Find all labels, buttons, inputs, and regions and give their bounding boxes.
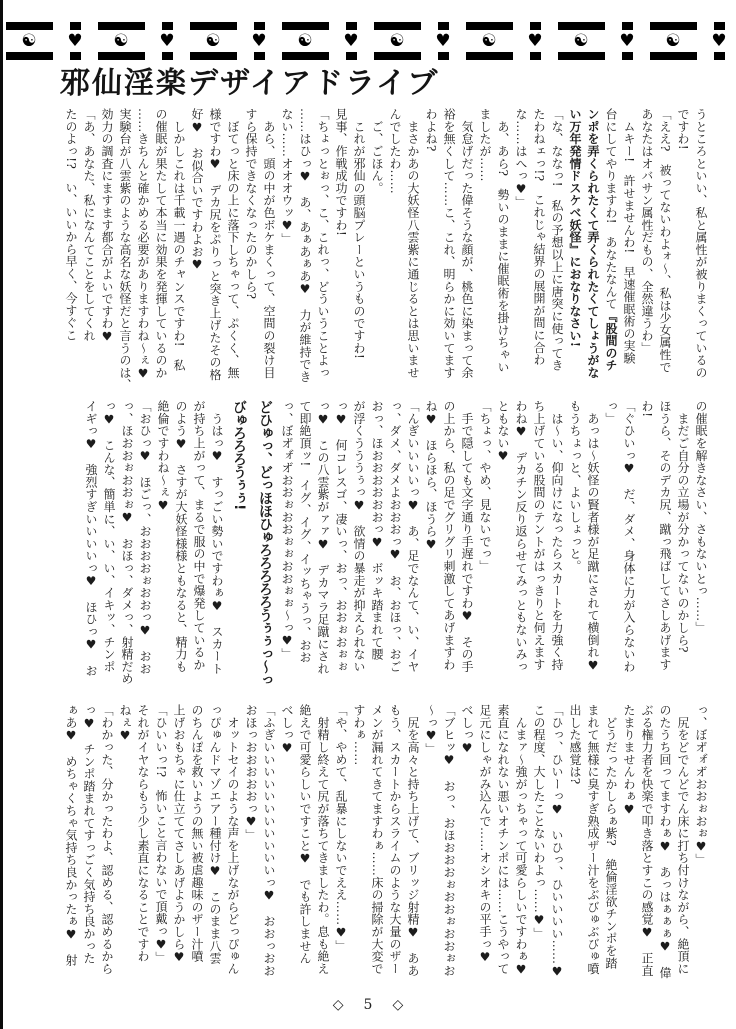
text-block-1	[62, 108, 710, 404]
text-column: い万年発情ドスケベ妖怪』におなりなさい!	[568, 108, 582, 348]
border-dash	[558, 52, 605, 60]
text-column: っ、ほおおぉおおぉ♥ おほっ、ダメっ、射精だめ	[120, 400, 134, 685]
border-dash	[190, 22, 237, 30]
text-column: 「ちょっとぉっ、こ、これっ、どういうことよっ	[316, 108, 330, 379]
border-dash	[650, 22, 697, 30]
heart-icon: ♥	[251, 31, 267, 51]
text-column: 見事、作戦成功ですわ!	[334, 108, 348, 237]
text-column: 「あ、あなた、私になんてことをしてくれ	[82, 108, 96, 342]
text-column: 尻を高々と持ち上げて、ブリッジ射精♥ ああ	[406, 704, 420, 977]
text-column: 〜っ♥」	[424, 704, 438, 756]
text-column: ねぇ♥	[118, 704, 132, 743]
border-dash	[162, 22, 173, 30]
text-column: おっ、ほおおおおおおっ♥ ボッキ踏まれて腰	[370, 400, 384, 661]
diamond-left-icon: ◇	[332, 997, 344, 1013]
text-column: のたうち回ってますわぁ♥ あっはぁぁぁ♥ 偉	[658, 704, 672, 979]
text-column: が持ち上がって、まるで服の中で爆発しているか	[192, 400, 206, 671]
text-column: のちんぽを救いようの無い被虐趣味のザー汁噴	[190, 704, 204, 963]
text-column: すわぁ……	[352, 704, 366, 766]
text-column: 「や、やめて、乱暴にしないでええ……♥」	[334, 704, 348, 952]
heart-icon: ♥	[711, 31, 727, 51]
text-column: 素直になれない悪いオチンポには……こうやって	[496, 704, 510, 975]
border-dash	[622, 22, 633, 30]
text-column: っ、ぼオ゙ォ゙オ゙おおぉおおぉぉおおぉぉ〜っ♥」	[280, 400, 294, 661]
text-column: あなたはオバサン属性だもの、全然違うわ」	[640, 108, 654, 354]
yin-yang-icon: ☯	[113, 31, 129, 51]
border-unit	[242, 22, 276, 60]
text-column: っぴゅんドマゾエアー種付け♥ このまま八雲	[208, 704, 222, 965]
text-column: わよね?	[424, 108, 438, 152]
text-column: 効力の調査にますます都合がよいですわ♥	[100, 108, 114, 344]
text-column: べしっ♥	[460, 704, 474, 756]
text-column: もう、スカートからスライムのような大量のザー	[388, 704, 402, 975]
border-dash	[374, 22, 421, 30]
text-column: ほうら、そのデカ尻、蹴っ飛ばしてさしあげます	[658, 400, 672, 671]
border-dash	[714, 22, 725, 30]
text-column: 尻をどでんどでん床に打ち付けながら、絶頂に	[676, 704, 690, 975]
text-column: どひゅっ、どっほほひゅろろろろろうぅぅっ〜っ	[257, 400, 273, 686]
border-dash	[98, 22, 145, 30]
border-unit	[150, 22, 184, 60]
border-dash	[282, 22, 329, 30]
text-column: っ♥ こんな、簡単に、い、い、イキッ、チンポ	[102, 400, 116, 673]
text-column: 裕を無くして……こ、これ、明らかに効いてます	[442, 108, 456, 379]
heart-icon: ♥	[435, 31, 451, 51]
border-dash	[466, 22, 513, 30]
text-column: ぁあ♥ めちゃくちゃ気持ち良かったぁ♥ 射	[64, 704, 78, 967]
border-unit	[184, 22, 242, 60]
text-column: イギっ♥ 強烈すぎいいいいっ♥ ほひっ♥ お	[84, 400, 98, 677]
border-dash	[530, 22, 541, 30]
text-column: 好♥ お似合いですわよお♥	[190, 108, 204, 272]
text-column: もうちょっと、よいしょっと。	[568, 400, 582, 573]
yin-yang-icon: ☯	[481, 31, 497, 51]
border-unit	[276, 22, 334, 60]
border-unit	[334, 22, 368, 60]
yin-yang-icon: ☯	[297, 31, 313, 51]
text-column: 実験台が八雲紫のような高名な妖怪だと言うのは、	[118, 108, 132, 391]
text-column: ぼてっと床の上に落下しちゃって、ぷくく、無	[226, 108, 240, 379]
text-column: の催眠を解きなさい、さもないとっ……」	[694, 400, 708, 634]
text-column: どうだったかしらぁ紫? 絶倫淫欲チンポを踏	[604, 704, 618, 970]
text-column: 「な、ななっ! 私の予想以上に唐突に使ってき	[550, 108, 564, 372]
text-column: っ♥ この八雲紫がァァ♥ デカマラ足蹴にされ	[316, 400, 330, 675]
border-unit	[552, 22, 610, 60]
text-column: しかしこれは千載一遇のチャンスですわ! 私	[172, 108, 186, 372]
text-column: うところといい、私と属性が被りまくっているの	[694, 108, 708, 379]
yin-yang-icon: ☯	[389, 31, 405, 51]
text-column: 「ひいいっ!? 怖いこと言わないで頂戴っ♥」	[154, 704, 168, 964]
text-column: この程度、大したことないわよっ……♥」	[532, 704, 546, 940]
page-edge-line	[0, 0, 3, 1029]
text-column: っ♥ 何コレスゴ、凄いっ、おっ、おおぉおぉぉ	[334, 400, 348, 673]
text-column: あら、頭の中が色ボケまくって、空間の裂け目	[262, 108, 276, 379]
text-column: オットセイのような声を上げながらどっぴゅん	[226, 704, 240, 975]
text-column: 台にしてやりますわ! あなたなんて『股間のチ	[604, 108, 618, 372]
heart-icon: ♥	[159, 31, 175, 51]
text-column: ともない♥	[496, 400, 510, 464]
page-title: 邪仙淫楽デザイアドライブ	[59, 66, 440, 101]
text-column: 上げおもちゃに仕立ててさしあげようかしら♥	[172, 704, 186, 965]
text-column: おほっおおおおおっ♥」	[244, 704, 258, 842]
yin-yang-icon: ☯	[21, 31, 37, 51]
text-column: すら保持できなくなったのかしら?	[244, 108, 258, 300]
page-number	[0, 997, 736, 1013]
text-column: 「んぎいいいいっ♥ あ、足でなんて、い、イヤ	[406, 400, 420, 673]
text-column: これが邪仙の頭脳プレーというものですわ!	[352, 108, 366, 360]
border-dash	[714, 52, 725, 60]
text-column: 手で隠しても文字通り手遅れですわ♥ その手	[460, 400, 474, 673]
text-column: 「ぐひいっ♥ だ、ダメ、身体に力が入らないわ	[622, 400, 636, 673]
border-unit	[610, 22, 644, 60]
text-block-2	[62, 400, 710, 696]
border-dash	[346, 22, 357, 30]
text-block-3	[62, 704, 710, 1000]
border-dash	[558, 22, 605, 30]
text-column: ンポを弄くられたくて弄くられたくてしょうがな	[586, 108, 600, 379]
text-column: まさかあの大妖怪八雲紫に通じるとは思いませ	[406, 108, 420, 379]
text-column: ぶる権力者を快楽で叩き落とすこの感覚♥ 正直	[640, 704, 654, 977]
border-dash	[6, 22, 53, 30]
border-dash	[70, 22, 81, 30]
border-unit	[426, 22, 460, 60]
border-unit	[460, 22, 518, 60]
top-border	[0, 22, 736, 60]
text-column: ですわ!	[676, 108, 690, 151]
text-column: あ、あら? 勢いのままに催眠術を掛けちゃい	[496, 108, 510, 374]
text-column: んでしたわ……	[388, 108, 402, 195]
border-dash	[438, 22, 449, 30]
text-column: 「ええ? 被ってないわよォ〜、私は少女属性で	[658, 108, 672, 374]
border-unit	[702, 22, 736, 60]
text-column: が浮くうううぅっ♥ 欲情の暴走が抑えられない	[352, 400, 366, 673]
heart-icon: ♥	[619, 31, 635, 51]
text-column: っ、ぼオ゙ォ゙オ゙おおぉおぉ♥」	[694, 704, 708, 866]
text-column: 足元にしゃがみ込んで……オシオキの平手っ♥	[478, 704, 492, 965]
text-column: っ、ダメ、ダメよおおおっ♥ お、おほっ、おご	[388, 400, 402, 673]
text-column: 出した感覚は?	[568, 704, 582, 785]
text-column: 「ふぎいいいいいいいいいいいっ♥ おおっおお	[262, 704, 276, 977]
text-column: ムキー! 許せませんわ! 早速催眠術の実験	[622, 108, 636, 365]
border-dash	[254, 22, 265, 30]
text-column: 気怠げだった偉そうな顔が、桃色に染まって余	[460, 108, 474, 379]
text-column: っ」	[604, 400, 618, 425]
text-column: 「おひっ♥ ほごっ、おおおおぉおおっ♥ おお	[138, 400, 152, 675]
text-column: あっは〜妖怪の賢者様が足蹴にされて横倒れ♥	[586, 400, 600, 673]
border-unit	[58, 22, 92, 60]
border-unit	[92, 22, 150, 60]
text-column: べしっ♥	[280, 704, 294, 756]
text-column: ね♥ ほらほら、ほうら♥	[424, 400, 438, 552]
yin-yang-icon: ☯	[573, 31, 589, 51]
text-column: わ!	[640, 400, 654, 418]
text-column: っ♥ チンポ踏まれてすっごく気持ち良かった	[82, 704, 96, 965]
text-column: 「わかった、分かったわよ、認める、認めるから	[100, 704, 114, 975]
text-column: は〜い、仰向けになったらスカートを力強く持	[550, 400, 564, 671]
heart-icon: ♥	[67, 31, 83, 51]
border-unit	[0, 22, 58, 60]
text-column: たまりませんわぁ♥	[622, 704, 636, 817]
border-dash	[650, 52, 697, 60]
text-column: たのよっ!? い、いいから早く、今すぐこ	[64, 108, 78, 342]
border-unit	[518, 22, 552, 60]
text-column: のよう♥ さすが大妖怪様様ともなると、精力も	[174, 400, 188, 673]
border-dash	[530, 52, 541, 60]
text-column: ない……オオオウッ♥」	[280, 108, 294, 246]
text-column: 絶えで可愛らしいですこと♥ でも許しません	[298, 704, 312, 965]
border-dash	[622, 52, 633, 60]
text-column: まれて無様に臭すぎ熟成ザー汁をぶびゅぶびゅ噴	[586, 704, 600, 975]
text-column: 「ひっ、ひいーっ♥ いひっ、ひいいいい……♥	[550, 704, 564, 979]
text-column: て即絶頂ッ! イグ、イグ、イッちゃうっ、おお	[298, 400, 312, 664]
text-column: の催眠が果たして本当に効果を発揮しているのか	[154, 108, 168, 379]
yin-yang-icon: ☯	[665, 31, 681, 51]
border-unit	[644, 22, 702, 60]
text-column: まだご自分の立場が分かってないのかしら?	[676, 400, 690, 653]
text-column-bold-segment: 『股間のチ	[604, 309, 618, 372]
text-column: 「ブヒッ♥ おっ、おほおおおぉおおぉおおぉお	[442, 704, 456, 977]
text-column: んまァ〜強がっちゃって可愛らしいですわぁ♥	[514, 704, 528, 977]
yin-yang-icon: ☯	[205, 31, 221, 51]
text-column: ……はひっ♥ あ、あぁあぁあ♥ 力が維持でき	[298, 108, 312, 383]
text-column: わね♥ デカチン反り返らせてみっともないみっ	[514, 400, 528, 673]
text-column: ……きちんと確かめる必要がありますわね〜ぇ♥	[136, 108, 150, 381]
text-column: ましたが……	[478, 108, 492, 182]
text-column: 様ですわ♥ デカ尻をぷりっと突き上げたその格	[208, 108, 222, 381]
border-unit	[368, 22, 426, 60]
text-column: たわねェっ!? これじゃ結界の展開が間に合わ	[532, 108, 546, 366]
border-dash	[6, 52, 53, 60]
diamond-right-icon: ◇	[392, 997, 404, 1013]
text-column: 絶倫ですわね〜ぇ♥	[156, 400, 170, 513]
text-column: びゅろろろうぅぅ!	[231, 400, 247, 510]
heart-icon: ♥	[527, 31, 543, 51]
text-column: メンが漏れてきてますわぁ……床の掃除が大変で	[370, 704, 384, 975]
page-number-value: 5	[363, 997, 373, 1013]
text-column: うはっ♥ すっごい勢いですわぁ♥ スカート	[210, 400, 224, 675]
text-column: ち上げている股間のテントがはっきりと伺えます	[532, 400, 546, 671]
heart-icon: ♥	[343, 31, 359, 51]
text-column: 「ちょっ、やめ、見ないでっ」	[478, 400, 492, 573]
border-dash	[466, 52, 513, 60]
text-column: の上から、私の足でグリグリ刺激してあげますわ	[442, 400, 456, 671]
text-column: 射精し終えて尻が落ちてきましたわ。息も絶え	[316, 704, 330, 975]
text-column: それがイヤならもう少し素直になることですわ	[136, 704, 150, 963]
text-column: な……はへっ♥」	[514, 108, 528, 209]
text-column: ご、ごほん。	[370, 108, 384, 195]
